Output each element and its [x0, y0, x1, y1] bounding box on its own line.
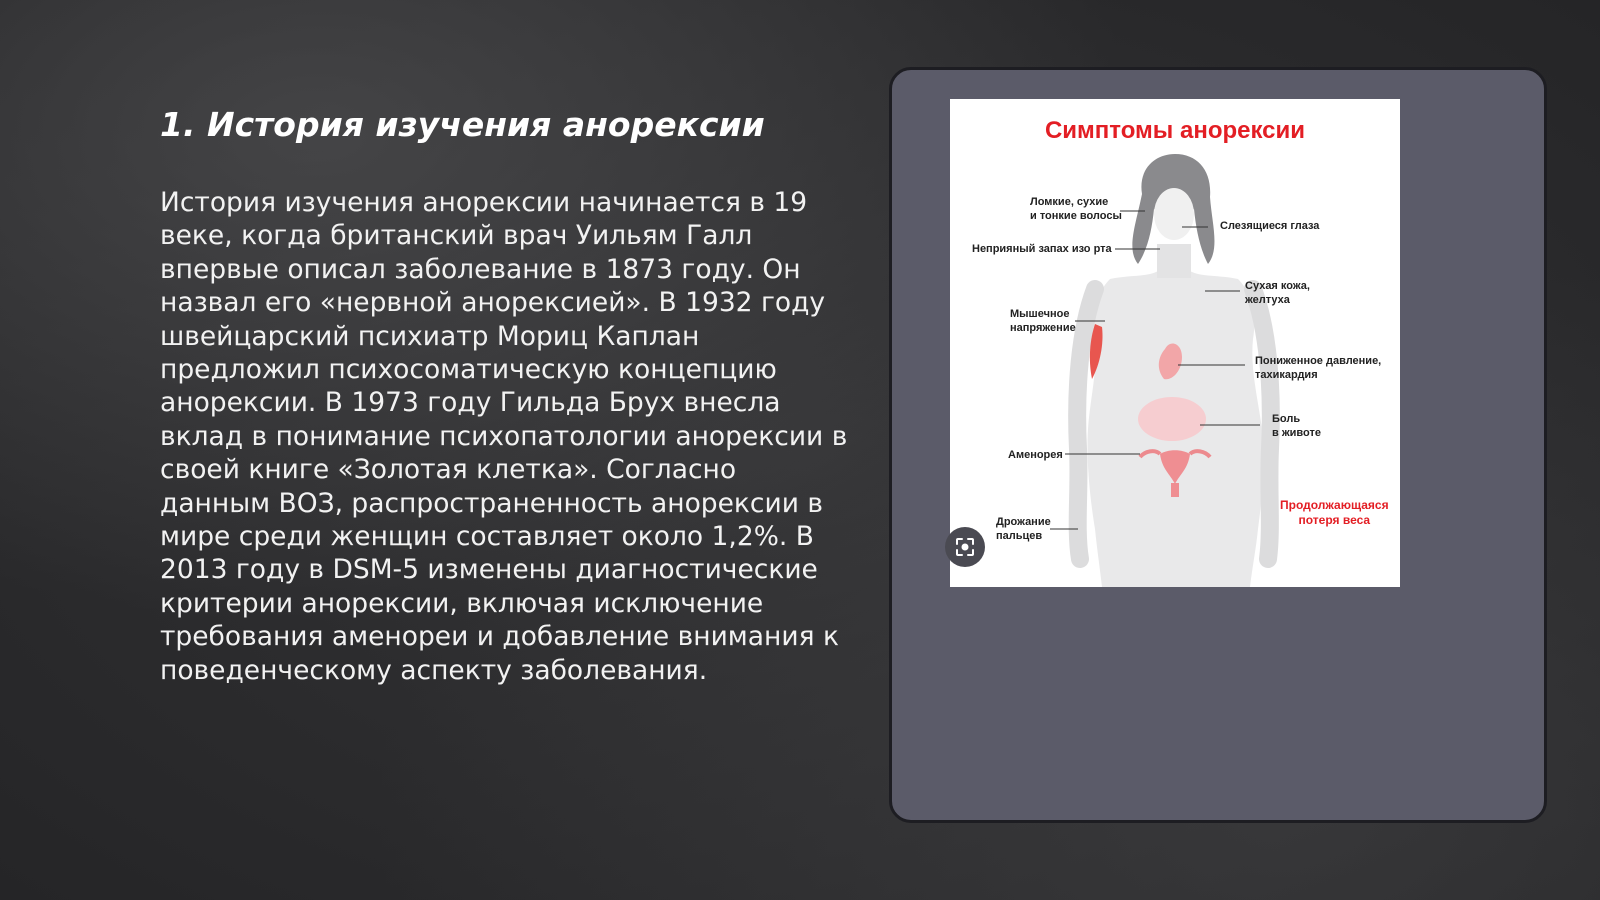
- infographic-title: Симптомы анорексии: [1044, 117, 1306, 144]
- image-search-button[interactable]: [945, 527, 985, 567]
- label-weight-loss: Продолжающаяся потеря веса: [1280, 498, 1389, 527]
- slide-body-text: История изучения анорексии начинается в 19 веке, когда британский врач Уильям Галл впервые описал заболевание в 1873 году. Он назвал его «нервной анорексией». В 1932 году швейцарский психиатр Мориц Каплан предложил психосоматическую концепцию анорексии. В 1973 году Гильда Брух внесла вклад в понимание психопатологии анорексии в своей книге «Золотая клетка». Согласно данным ВОЗ, распространенность анорексии в мире среди женщин составляет около 1,2%. В 2013 году в DSM-5 изменены диагностические критерии анорексии, включая исключение требования аменореи и добавление внимания к поведенческому аспекту заболевания.: [160, 187, 848, 686]
- image-search-icon: [954, 536, 976, 558]
- label-pain: Боль в животе: [1272, 413, 1321, 439]
- label-pressure: Пониженное давление, тахикардия: [1255, 355, 1382, 381]
- label-amenorrhea: Аменорея: [1008, 449, 1063, 461]
- label-tremor: Дрожание пальцев: [996, 516, 1051, 542]
- label-hair: Ломкие, сухие и тонкие волосы: [1030, 196, 1122, 222]
- label-breath: Неприяный запах изо рта: [972, 243, 1112, 255]
- label-skin: Сухая кожа, желтуха: [1245, 280, 1310, 306]
- slide-title: 1. История изучения анорексии: [160, 105, 765, 144]
- label-eyes: Слезящиеся глаза: [1220, 220, 1320, 232]
- symptoms-infographic: [950, 99, 1400, 587]
- label-muscle: Мышечное напряжение: [1010, 308, 1076, 334]
